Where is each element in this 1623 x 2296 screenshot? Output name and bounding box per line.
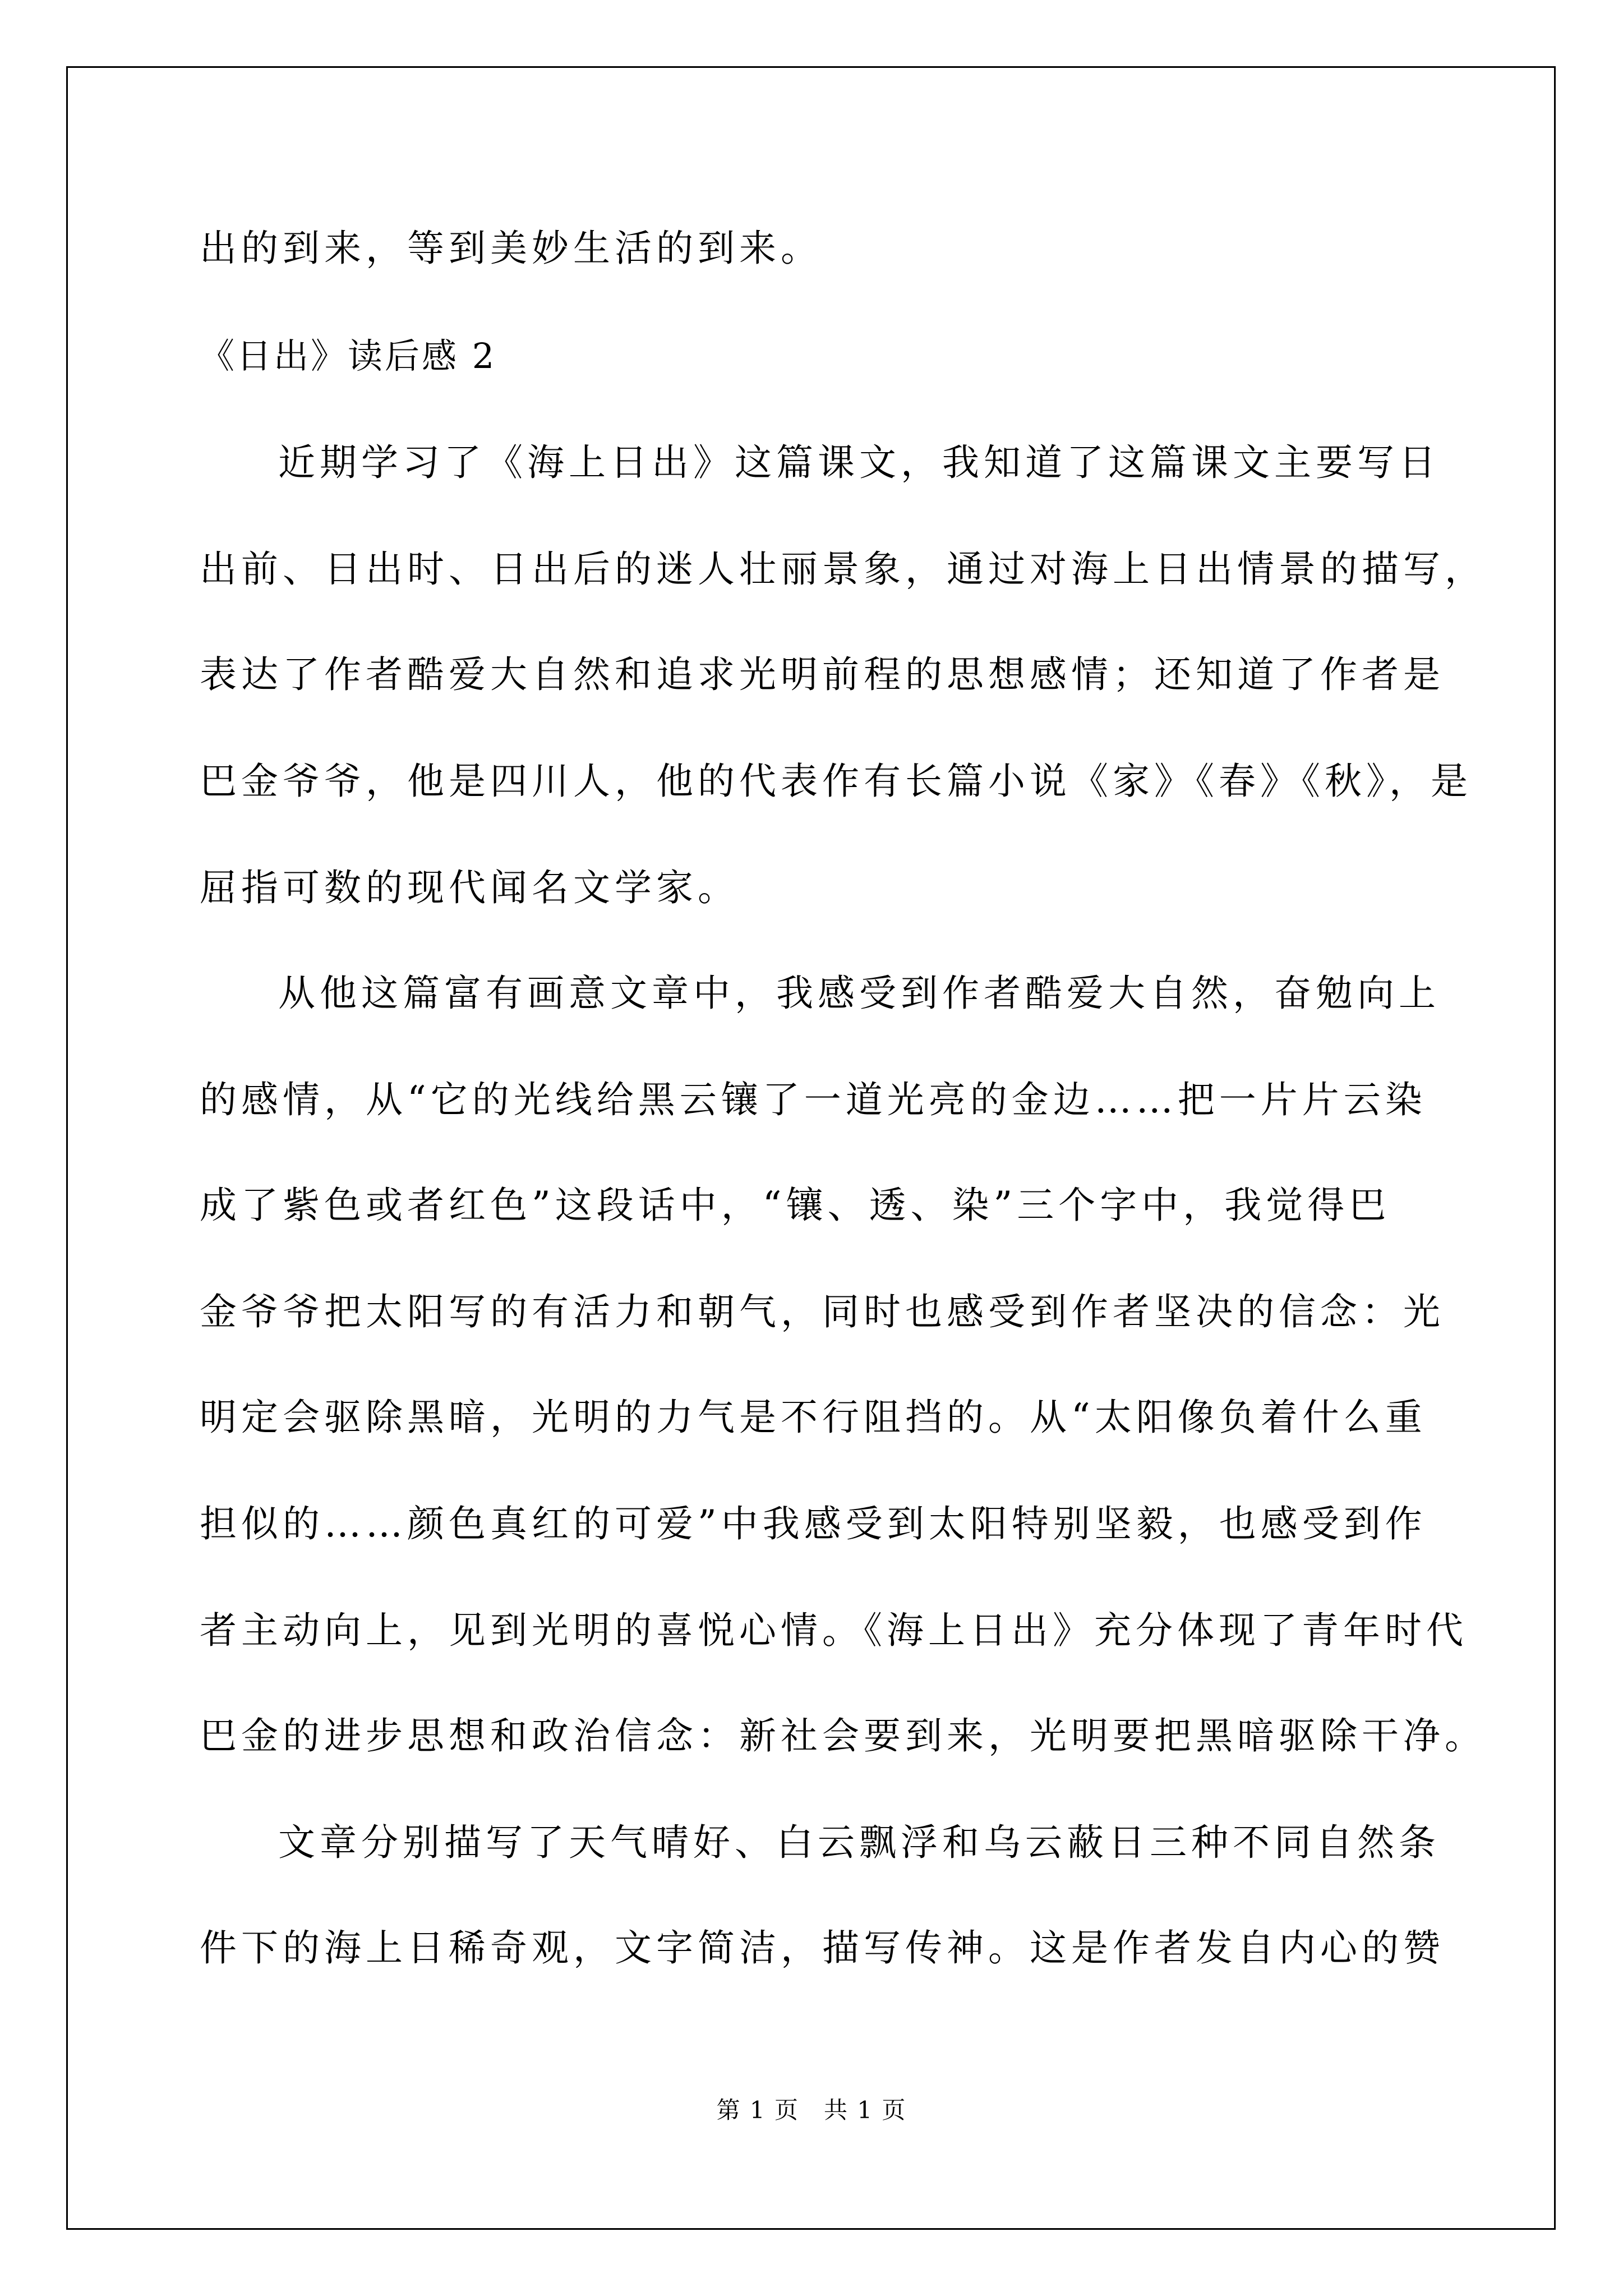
text-line: 担似的……颜色真红的可爱”中我感受到太阳特别坚毅，也感受到作 — [200, 1502, 1427, 1545]
text-line: 出前、日出时、日出后的迷人壮丽景象，通过对海上日出情景的描写， — [200, 547, 1486, 591]
text-line: 表达了作者酷爱大自然和追求光明前程的思想感情；还知道了作者是 — [200, 653, 1445, 696]
text-line: 金爷爷把太阳写的有活力和朝气，同时也感受到作者坚决的信念：光 — [200, 1290, 1445, 1333]
text-line: 从他这篇富有画意文章中，我感受到作者酷爱大自然，奋勉向上 — [278, 972, 1440, 1015]
text-line: 文章分别描写了天气晴好、白云飘浮和乌云蔽日三种不同自然条 — [278, 1821, 1440, 1864]
section-heading: 《日出》读后感 2 — [200, 335, 497, 376]
page-border — [66, 66, 1556, 2230]
text-line: 明定会驱除黑暗，光明的力气是不行阻挡的。从“太阳像负着什么重 — [200, 1396, 1427, 1439]
text-line: 者主动向上，见到光明的喜悦心情。《海上日出》充分体现了青年时代 — [200, 1609, 1468, 1652]
text-line: 的感情，从“它的光线给黑云镶了一道光亮的金边……把一片片云染 — [200, 1078, 1427, 1121]
text-line: 屈指可数的现代闻名文学家。 — [200, 866, 739, 909]
page-footer: 第 1 页 共 1 页 — [716, 2096, 907, 2124]
text-line: 件下的海上日稀奇观，文字简洁，描写传神。这是作者发自内心的赞 — [200, 1926, 1445, 1970]
text-line: 巴金的进步思想和政治信念：新社会要到来，光明要把黑暗驱除干净。 — [200, 1714, 1486, 1757]
text-line: 近期学习了《海上日出》这篇课文，我知道了这篇课文主要写日 — [278, 441, 1440, 484]
text-line: 巴金爷爷，他是四川人，他的代表作有长篇小说《家》《春》《秋》，是 — [200, 760, 1472, 803]
text-line: 成了紫色或者红色”这段话中，“镶、透、染”三个字中，我觉得巴 — [200, 1184, 1391, 1227]
text-line: 出的到来，等到美妙生活的到来。 — [200, 227, 822, 270]
